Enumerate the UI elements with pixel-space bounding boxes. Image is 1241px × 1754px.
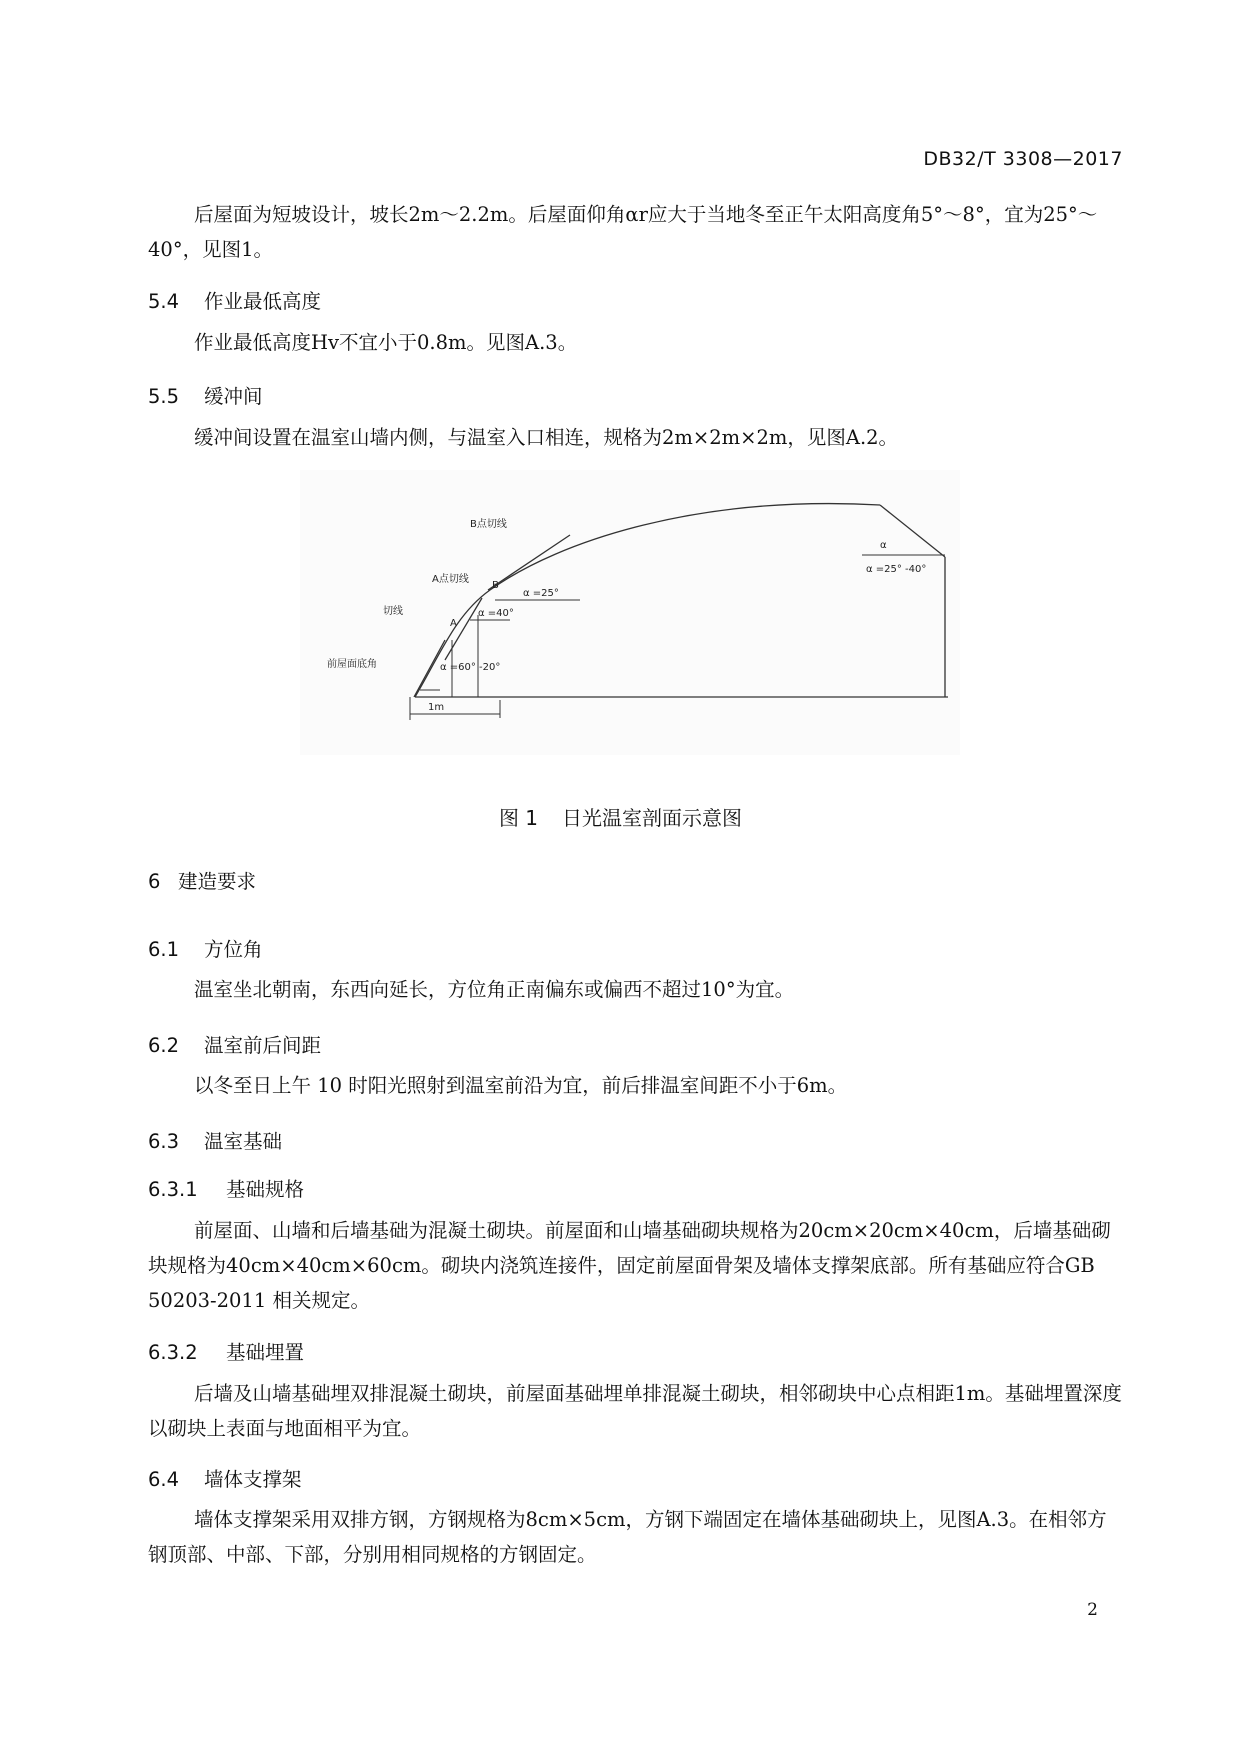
section-number: 6.3.1 bbox=[148, 1178, 198, 1201]
section-title: 温室基础 bbox=[204, 1130, 283, 1153]
section-6-4-heading bbox=[148, 1464, 302, 1492]
paragraph-6-4: 墙体支撑架采用双排方钢，方钢规格为8cm×5cm，方钢下端固定在墙体基础砌块上，见图A.3。在相邻方钢顶部、中部、下部，分别用相同规格的方钢固定。 bbox=[148, 1508, 1107, 1566]
label-one-meter: 1m bbox=[428, 702, 445, 713]
label-alpha-r-range: α =25° -40° bbox=[866, 564, 927, 575]
page-number: 2 bbox=[1087, 1600, 1098, 1620]
section-number: 6 bbox=[148, 870, 161, 893]
section-title: 基础埋置 bbox=[226, 1341, 305, 1364]
paragraph-6-2: 以冬至日上午 10 时阳光照射到温室前沿为宜，前后排温室间距不小于6m。 bbox=[194, 1074, 848, 1097]
figure-number: 图 1 bbox=[498, 806, 539, 830]
section-5-5-heading bbox=[148, 381, 263, 409]
section-6-heading bbox=[148, 866, 256, 894]
section-6-3-1-heading bbox=[148, 1174, 304, 1202]
section-title: 基础规格 bbox=[226, 1178, 305, 1201]
label-alpha-b: α =25° bbox=[523, 588, 559, 599]
label-front-angle: 前屋面底角 bbox=[327, 659, 377, 670]
label-alpha-base: α =60° -20° bbox=[440, 662, 501, 673]
label-a-tangent: A点切线 bbox=[432, 574, 469, 585]
paragraph-6-3-2: 后墙及山墙基础埋双排混凝土砌块，前屋面基础埋单排混凝土砌块，相邻砌块中心点相距1m。基础埋置深度以砌块上表面与地面相平为宜。 bbox=[148, 1382, 1122, 1440]
paragraph-5-4: 作业最低高度Hv不宜小于0.8m。见图A.3。 bbox=[194, 331, 578, 354]
section-6-3-heading bbox=[148, 1126, 282, 1154]
figure-caption bbox=[0, 802, 1241, 831]
section-number: 6.1 bbox=[148, 938, 180, 961]
section-title: 温室前后间距 bbox=[204, 1034, 322, 1057]
label-b-tangent: B点切线 bbox=[470, 519, 507, 530]
section-5-4-heading bbox=[148, 286, 321, 314]
section-6-1-heading bbox=[148, 934, 263, 962]
section-number: 6.2 bbox=[148, 1034, 180, 1057]
section-number: 6.3.2 bbox=[148, 1341, 198, 1364]
label-alpha-a: α =40° bbox=[478, 608, 514, 619]
paragraph-rear-roof: 后屋面为短坡设计，坡长2m～2.2m。后屋面仰角αr应大于当地冬至正午太阳高度角5°～8°，宜为25°～40°，见图1。 bbox=[148, 203, 1098, 261]
section-6-3-2-heading bbox=[148, 1337, 304, 1365]
section-6-2-heading bbox=[148, 1030, 321, 1058]
section-number: 6.3 bbox=[148, 1130, 180, 1153]
section-title: 墙体支撑架 bbox=[204, 1468, 302, 1491]
label-tangent: 切线 bbox=[383, 606, 403, 617]
section-number: 5.5 bbox=[148, 385, 180, 408]
section-number: 6.4 bbox=[148, 1468, 180, 1491]
greenhouse-section-figure bbox=[300, 470, 960, 755]
paragraph-5-5: 缓冲间设置在温室山墙内侧，与温室入口相连，规格为2m×2m×2m，见图A.2。 bbox=[194, 426, 899, 449]
section-title: 缓冲间 bbox=[204, 385, 263, 408]
label-point-b: B bbox=[492, 580, 499, 591]
section-title: 方位角 bbox=[204, 938, 263, 961]
section-title: 作业最低高度 bbox=[204, 290, 322, 313]
document-id: DB32/T 3308—2017 bbox=[923, 148, 1123, 170]
section-number: 5.4 bbox=[148, 290, 180, 313]
figure-title: 日光温室剖面示意图 bbox=[562, 806, 743, 830]
paragraph-6-1: 温室坐北朝南，东西向延长，方位角正南偏东或偏西不超过10°为宜。 bbox=[194, 978, 795, 1001]
label-alpha-r: α bbox=[880, 540, 887, 551]
label-point-a: A bbox=[450, 618, 457, 629]
paragraph-6-3-1: 前屋面、山墙和后墙基础为混凝土砌块。前屋面和山墙基础砌块规格为20cm×20cm×40cm，后墙基础砌块规格为40cm×40cm×60cm。砌块内浇筑连接件，固定前屋面骨架及墙体支撑架底部。所有基础应符合GB 50203-2011 相关规定。 bbox=[148, 1219, 1111, 1312]
section-title: 建造要求 bbox=[178, 870, 257, 893]
